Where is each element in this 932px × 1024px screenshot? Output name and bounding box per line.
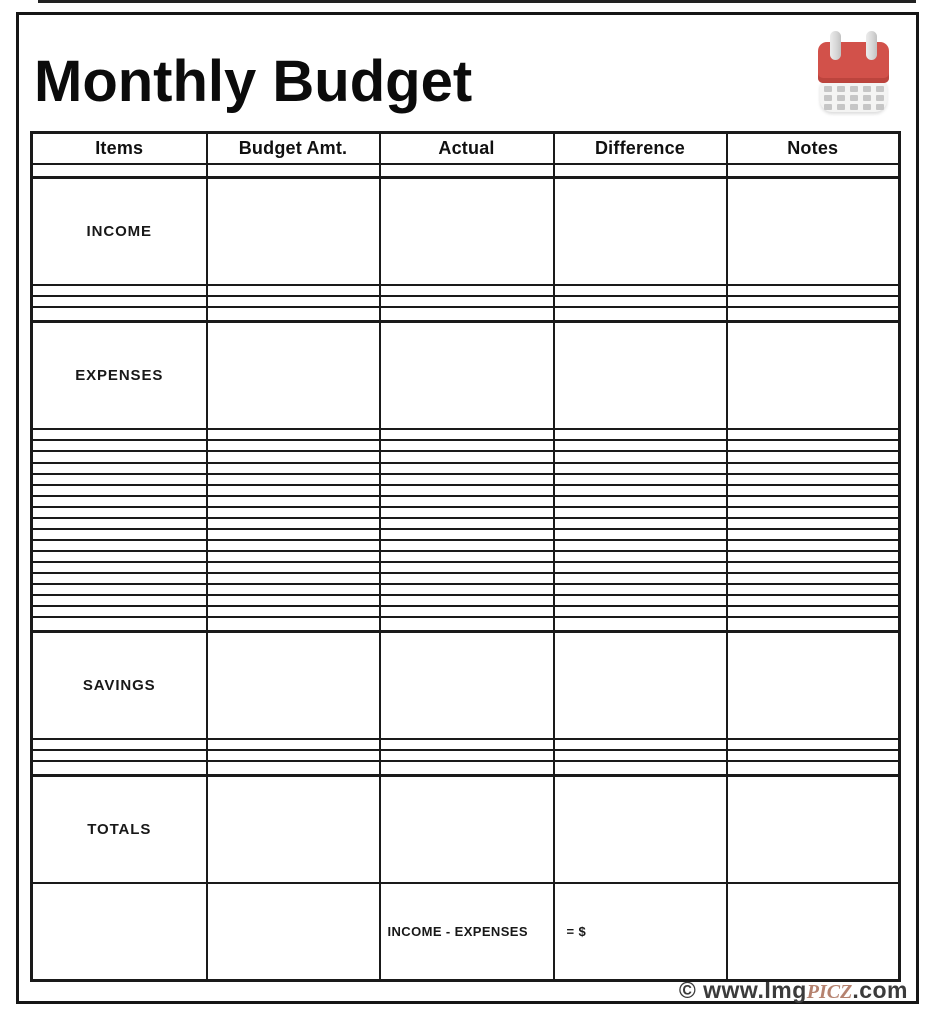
empty-cell [554,429,727,440]
empty-cell [554,551,727,562]
empty-cell [207,562,380,573]
table-row [32,307,900,321]
empty-cell [554,750,727,761]
watermark-suffix: .com [852,977,908,1003]
section-row [32,321,900,429]
empty-cell [554,595,727,606]
empty-cell [207,440,380,451]
table-row [32,507,900,518]
empty-cell [727,529,900,540]
empty-cell [727,739,900,750]
empty-cell [380,496,554,507]
empty-cell [207,617,380,631]
table-row [32,551,900,562]
empty-cell [207,573,380,584]
empty-cell [207,775,380,883]
table-row [32,739,900,750]
empty-cell [727,518,900,529]
empty-cell [554,321,727,429]
table-row [32,518,900,529]
empty-cell [554,529,727,540]
empty-cell [32,429,207,440]
empty-cell [380,474,554,485]
empty-cell [727,507,900,518]
empty-cell [727,573,900,584]
empty-cell [32,485,207,496]
empty-cell [380,164,554,178]
section-label: EXPENSES [32,321,207,429]
empty-cell [727,307,900,321]
header-row [32,133,900,164]
watermark-accent: PICZ [806,981,853,1003]
empty-cell [380,540,554,551]
watermark-prefix: © www.Img [678,977,807,1003]
empty-cell [32,584,207,595]
empty-cell [32,496,207,507]
calendar-ring-icon [830,31,841,60]
table-row [32,573,900,584]
budget-table [30,131,901,982]
table-row [32,562,900,573]
empty-cell [554,562,727,573]
empty-cell [727,164,900,178]
empty-cell [727,551,900,562]
empty-cell [380,307,554,321]
table-row [32,485,900,496]
empty-cell [207,518,380,529]
empty-cell [380,440,554,451]
table-row [32,606,900,617]
section-row [32,631,900,739]
table-row [32,285,900,296]
empty-cell [32,474,207,485]
empty-cell [727,617,900,631]
empty-cell [32,164,207,178]
calendar-ring-icon [866,31,877,60]
empty-cell [727,761,900,775]
table-row [32,474,900,485]
empty-cell [207,631,380,739]
income-minus-expenses-label: INCOME - EXPENSES [380,883,554,980]
empty-cell [380,606,554,617]
empty-cell [32,606,207,617]
empty-cell [727,606,900,617]
empty-cell [727,540,900,551]
empty-cell [380,573,554,584]
empty-cell [207,551,380,562]
empty-cell [727,296,900,307]
column-header: Items [32,133,207,164]
empty-cell [380,750,554,761]
table-row [32,451,900,462]
column-header: Actual [380,133,554,164]
empty-cell [554,631,727,739]
empty-cell [554,440,727,451]
empty-cell [554,761,727,775]
empty-cell [554,540,727,551]
empty-cell [554,485,727,496]
calendar-icon-body [820,83,887,112]
empty-cell [554,451,727,462]
section-label: SAVINGS [32,631,207,739]
empty-cell [380,775,554,883]
empty-cell [207,595,380,606]
table-row [32,296,900,307]
calendar-icon [818,31,889,112]
empty-cell [32,551,207,562]
empty-cell [380,584,554,595]
empty-cell [207,164,380,178]
empty-cell [32,440,207,451]
table-row [32,164,900,178]
scan-edge-artifact [38,0,916,3]
column-header: Difference [554,133,727,164]
table-row [32,529,900,540]
empty-cell [380,529,554,540]
empty-cell [554,474,727,485]
empty-cell [32,296,207,307]
empty-cell [207,584,380,595]
empty-cell [380,429,554,440]
empty-cell [32,451,207,462]
empty-cell [380,285,554,296]
empty-cell [380,761,554,775]
empty-cell [32,307,207,321]
empty-cell [554,164,727,178]
empty-cell [32,573,207,584]
empty-cell [207,750,380,761]
empty-cell [727,451,900,462]
empty-cell [32,883,207,980]
empty-cell [207,507,380,518]
empty-cell [380,451,554,462]
empty-cell [727,440,900,451]
table-row [32,617,900,631]
empty-cell [380,518,554,529]
empty-cell [207,529,380,540]
empty-cell [207,606,380,617]
empty-cell [554,496,727,507]
empty-cell [32,739,207,750]
empty-cell [554,775,727,883]
empty-cell [727,463,900,474]
table-row [32,440,900,451]
empty-cell [207,321,380,429]
empty-cell [727,285,900,296]
empty-cell [380,321,554,429]
empty-cell [554,296,727,307]
empty-cell [727,496,900,507]
empty-cell [207,296,380,307]
table-row [32,463,900,474]
empty-cell [32,540,207,551]
page-title: Monthly Budget [34,49,473,114]
empty-cell [380,485,554,496]
empty-cell [727,584,900,595]
empty-cell [207,761,380,775]
empty-cell [554,617,727,631]
empty-cell [380,617,554,631]
empty-cell [554,285,727,296]
empty-cell [554,606,727,617]
empty-cell [32,595,207,606]
empty-cell [207,496,380,507]
empty-cell [32,761,207,775]
empty-cell [380,595,554,606]
empty-cell [554,177,727,285]
section-row [32,177,900,285]
empty-cell [207,474,380,485]
table-row [32,584,900,595]
empty-cell [554,573,727,584]
section-label: INCOME [32,177,207,285]
empty-cell [727,775,900,883]
empty-cell [554,307,727,321]
table-row [32,429,900,440]
table-row [32,540,900,551]
watermark [679,977,908,1004]
empty-cell [727,177,900,285]
empty-cell [727,429,900,440]
empty-cell [32,463,207,474]
empty-cell [207,485,380,496]
empty-cell [207,739,380,750]
empty-cell [727,750,900,761]
empty-cell [727,631,900,739]
empty-cell [554,584,727,595]
table-row [32,761,900,775]
summary-row [32,883,900,980]
table-row [32,750,900,761]
empty-cell [727,485,900,496]
empty-cell [207,285,380,296]
empty-cell [554,739,727,750]
equals-dollar-label: = $ [554,883,727,980]
empty-cell [727,562,900,573]
empty-cell [32,285,207,296]
empty-cell [554,518,727,529]
empty-cell [727,595,900,606]
empty-cell [207,177,380,285]
empty-cell [32,562,207,573]
empty-cell [32,518,207,529]
section-label: TOTALS [32,775,207,883]
empty-cell [554,507,727,518]
column-header: Budget Amt. [207,133,380,164]
empty-cell [380,296,554,307]
empty-cell [207,463,380,474]
empty-cell [207,883,380,980]
empty-cell [207,307,380,321]
empty-cell [380,631,554,739]
empty-cell [207,540,380,551]
empty-cell [32,529,207,540]
table-row [32,496,900,507]
empty-cell [32,750,207,761]
empty-cell [554,463,727,474]
empty-cell [380,463,554,474]
column-header: Notes [727,133,900,164]
empty-cell [380,562,554,573]
empty-cell [380,551,554,562]
empty-cell [207,451,380,462]
empty-cell [32,617,207,631]
table-row [32,595,900,606]
table-body [32,164,900,981]
empty-cell [727,321,900,429]
empty-cell [207,429,380,440]
empty-cell [380,177,554,285]
empty-cell [380,739,554,750]
calendar-icon-header [818,42,889,83]
section-row [32,775,900,883]
empty-cell [380,507,554,518]
empty-cell [727,474,900,485]
empty-cell [32,507,207,518]
empty-cell [727,883,900,980]
